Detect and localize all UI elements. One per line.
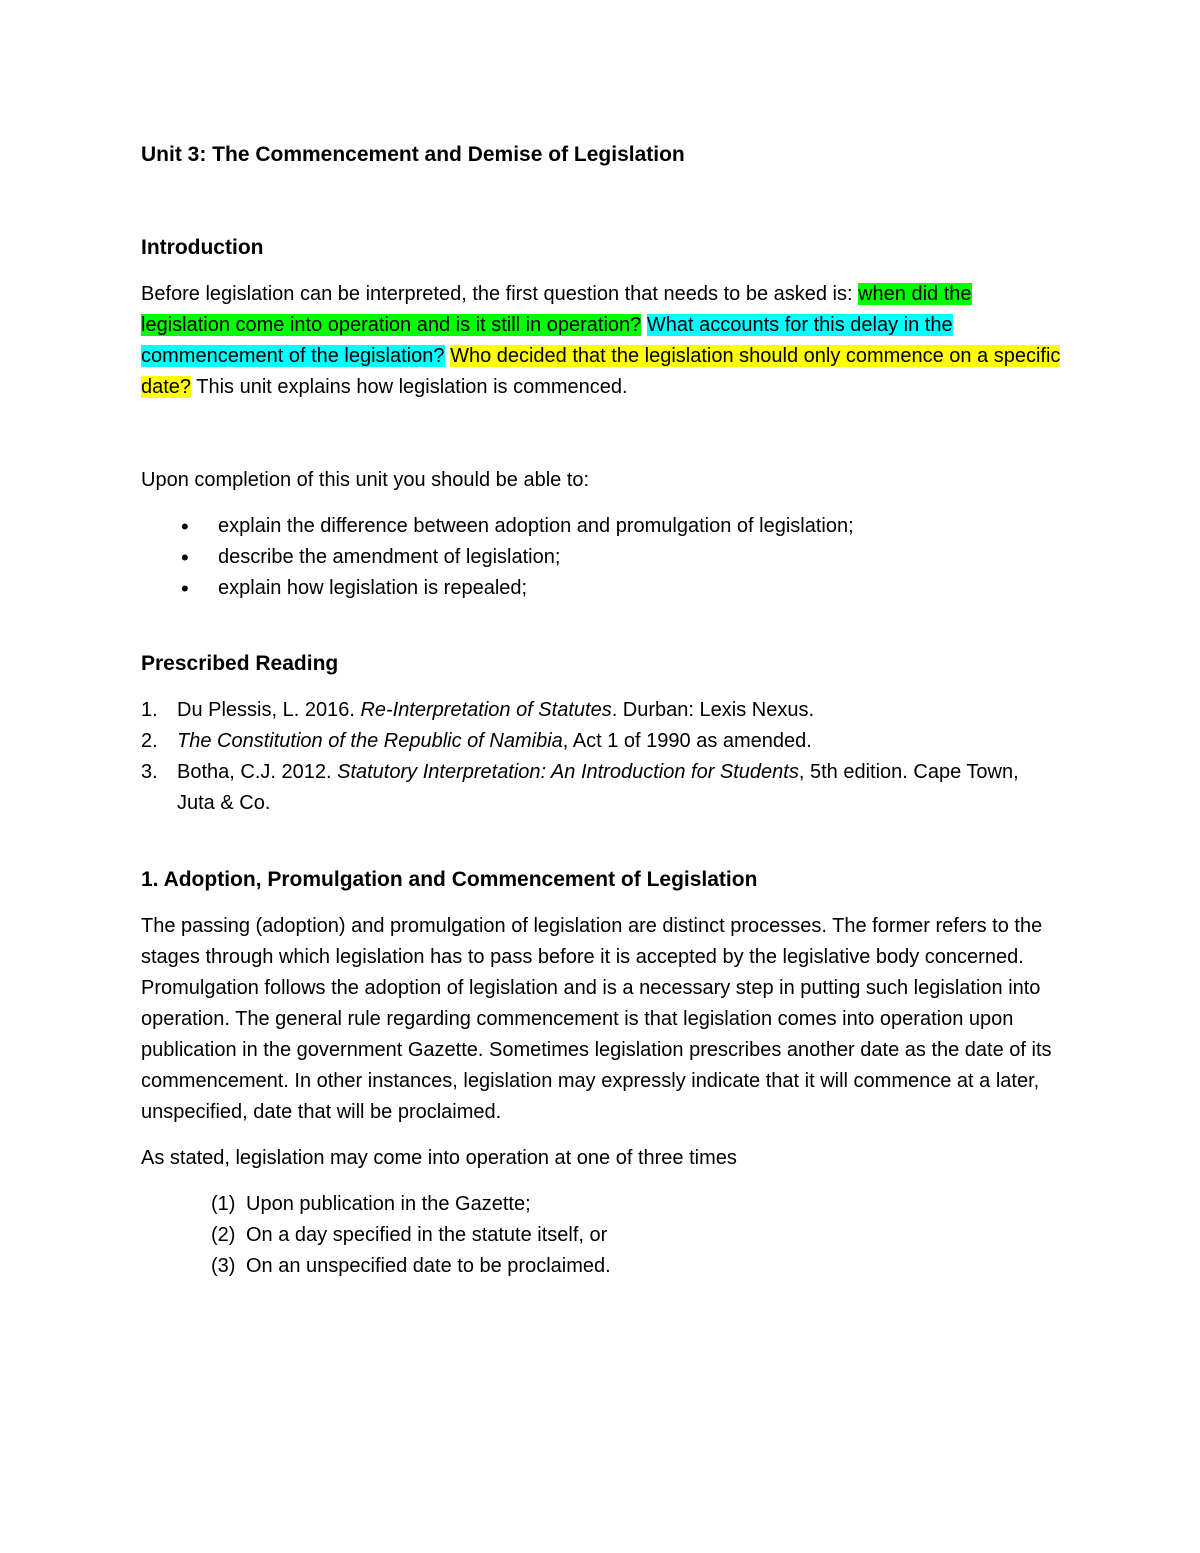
document-title: Unit 3: The Commencement and Demise of Legislation — [141, 143, 685, 166]
bullet-icon: • — [181, 514, 189, 539]
list-item: (1) Upon publication in the Gazette; — [211, 1193, 531, 1215]
list-item: (2) On a day specified in the statute itself, or — [211, 1224, 608, 1246]
introduction-heading: Introduction — [141, 236, 264, 259]
list-item: 3. Botha, C.J. 2012. Statutory Interpretation: An Introduction for Students, 5th edition. Cape Town, Juta & Co. — [141, 761, 1019, 814]
prescribed-reading-list — [141, 695, 1061, 819]
introduction-lead: Before legislation can be interpreted, the first question that needs to be asked is: — [141, 283, 859, 305]
commencement-times-list — [141, 1189, 1061, 1282]
highlight-question-3: Who decided that the legislation should only commence on a specific date? — [141, 345, 1061, 398]
introduction-tail: This unit explains how legislation is commenced. — [191, 376, 628, 398]
section-1-paragraph-1: The passing (adoption) and promulgation of legislation are distinct processes. The former refers to the stages through which legislation has to pass before it is accepted by the legislative body concerned. Promulgation follows the adoption of legislation and is a necessary step in putting such legislation into operation. The general rule regarding commencement is that legislation comes into operation upon publication in the government Gazette. Sometimes legislation prescribes another date as the date of its commencement. In other instances, legislation may expressly indicate that it will commence at a later, unspecified, date that will be proclaimed. — [141, 915, 1052, 1123]
list-item: • explain how legislation is repealed; — [141, 573, 1061, 604]
prescribed-reading-heading: Prescribed Reading — [141, 652, 339, 675]
list-item: • explain the difference between adoption and promulgation of legislation; — [141, 511, 1061, 542]
section-1-heading: 1. Adoption, Promulgation and Commencement of Legislation — [141, 868, 758, 891]
document-page — [141, 140, 1061, 1282]
list-item: 2. The Constitution of the Republic of Namibia, Act 1 of 1990 as amended. — [141, 730, 812, 752]
highlight-question-2: What accounts for this delay in the commencement of the legislation? — [141, 314, 953, 367]
bullet-icon: • — [181, 576, 189, 601]
outcomes-intro: Upon completion of this unit you should be able to: — [141, 469, 590, 491]
section-1-paragraph-2: As stated, legislation may come into operation at one of three times — [141, 1147, 737, 1169]
highlight-question-1: when did the legislation come into operation and is it still in operation? — [141, 283, 972, 336]
bullet-icon: • — [181, 545, 189, 570]
list-item: (3) On an unspecified date to be proclaimed. — [211, 1255, 611, 1277]
list-item: • describe the amendment of legislation; — [141, 542, 1061, 573]
introduction-paragraph — [141, 279, 1061, 403]
outcomes-list — [141, 511, 1061, 604]
list-item: 1. Du Plessis, L. 2016. Re-Interpretation of Statutes. Durban: Lexis Nexus. — [141, 699, 815, 721]
